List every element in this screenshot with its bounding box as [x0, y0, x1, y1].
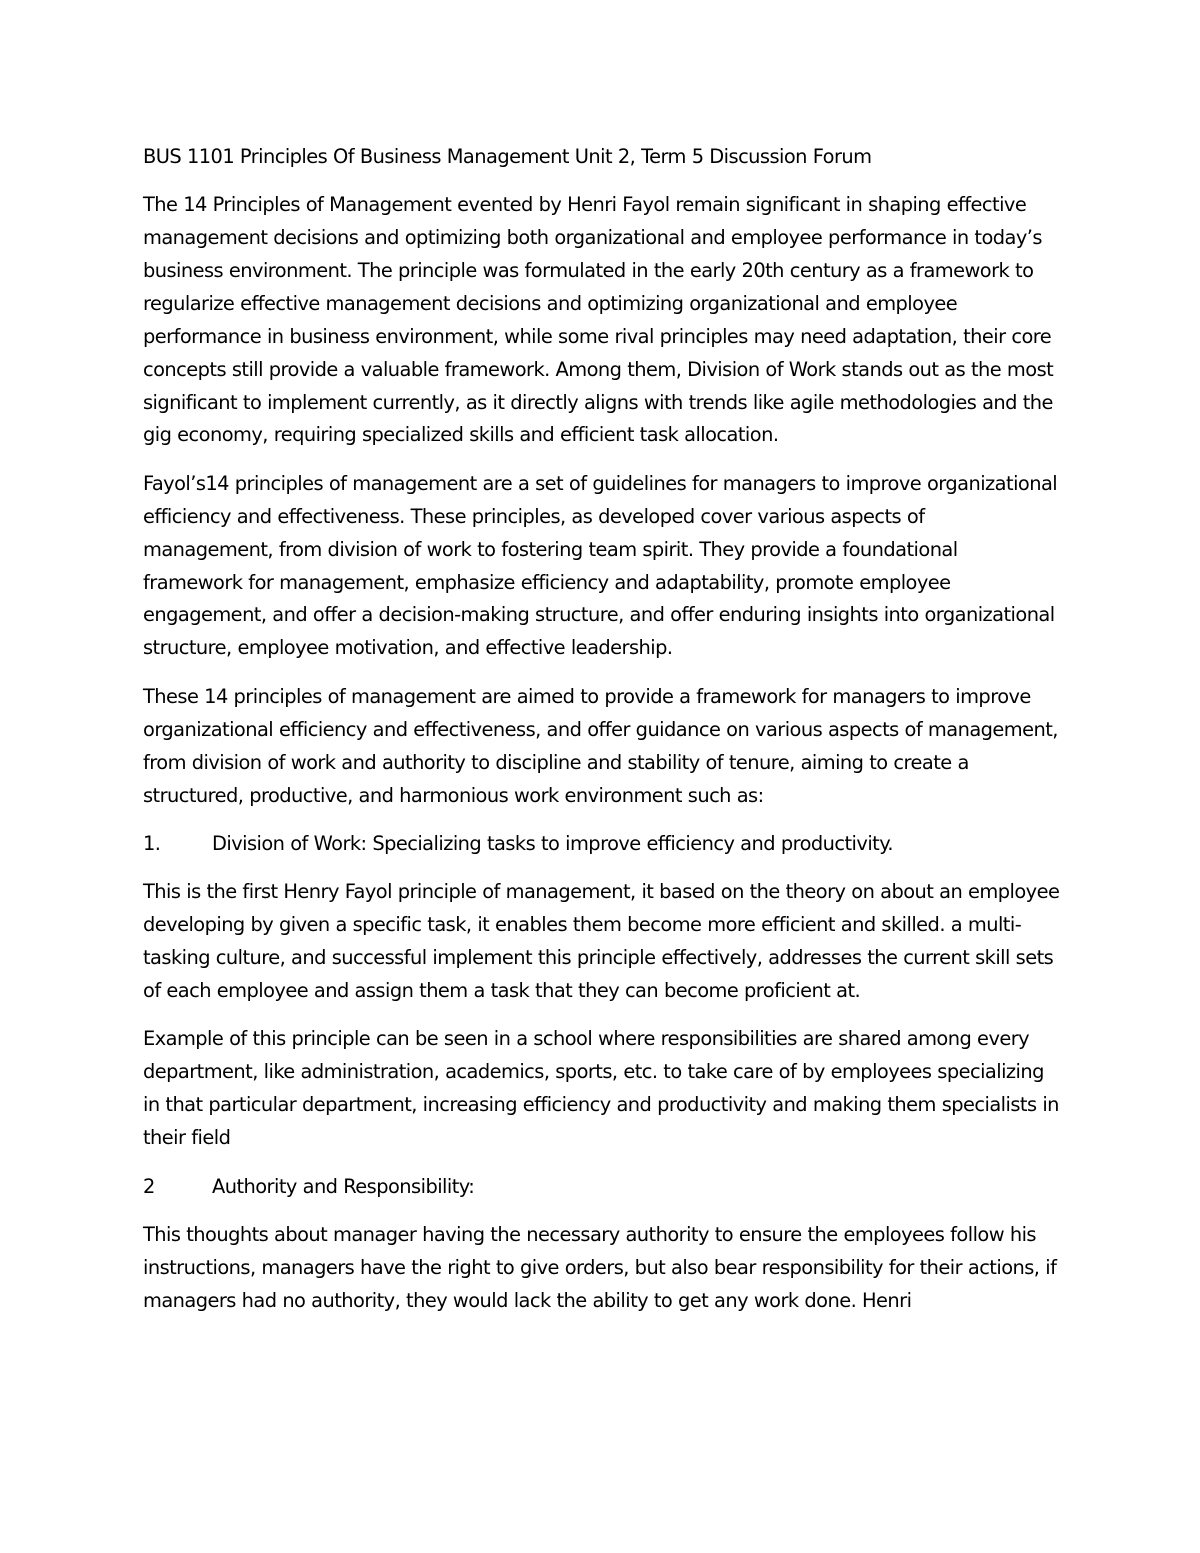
list-item-division-of-work: [143, 828, 1060, 861]
document-title: BUS 1101 Principles Of Business Management Unit 2, Term 5 Discussion Forum: [143, 145, 872, 168]
body-paragraph-division-example: Example of this principle can be seen in a school where responsibilities are shared among every department, like administration, academics, sports, etc. to take care of by employees specializing in that particular department, increasing efficiency and productivity and making them specialists in their field: [143, 1027, 1059, 1150]
body-paragraph-overview: Fayol’s14 principles of management are a set of guidelines for managers to improve organizational efficiency and effectiveness. These principles, as developed cover various aspects of management, from division of work to fostering team spirit. They provide a foundational framework for management, emphasize efficiency and adaptability, promote employee engagement, and offer a decision-making structure, and offer enduring insights into organizational structure, employee motivation, and effective leadership.: [143, 471, 1058, 660]
body-paragraph-framework: These 14 principles of management are aimed to provide a framework for managers to improve organizational efficiency and effectiveness, and offer guidance on various aspects of management, from division of work and authority to discipline and stability of tenure, aiming to create a structured, productive, and harmonious work environment such as:: [143, 684, 1058, 807]
list-text: Authority and Responsibility:: [212, 1174, 475, 1198]
body-paragraph-division-explanation: This is the first Henry Fayol principle of management, it based on the theory on about an employee developing by given a specific task, it enables them become more efficient and skilled. a multi-tasking culture, and successful implement this principle effectively, addresses the current skill sets of each employee and assign them a task that they can become proficient at.: [143, 880, 1060, 1003]
list-number: 1.: [143, 831, 161, 855]
list-number: 2: [143, 1174, 155, 1198]
list-item-authority-responsibility: [143, 1171, 1060, 1204]
body-paragraph-intro: The 14 Principles of Management evented by Henri Fayol remain significant in shaping effective management decisions and optimizing both organizational and employee performance in today’s business environment. The principle was formulated in the early 20th century as a framework to regularize effective management decisions and optimizing organizational and employee performance in business environment, while some rival principles may need adaptation, their core concepts still provide a valuable framework. Among them, Division of Work stands out as the most significant to implement currently, as it directly aligns with trends like agile methodologies and the gig economy, requiring specialized skills and efficient task allocation.: [143, 193, 1054, 447]
body-paragraph-authority-explanation: This thoughts about manager having the necessary authority to ensure the employees follow his instructions, managers have the right to give orders, but also bear responsibility for their actions, if managers had no authority, they would lack the ability to get any work done. Henri: [143, 1222, 1057, 1312]
list-text: Division of Work: Specializing tasks to improve efficiency and productivity.: [212, 831, 893, 855]
